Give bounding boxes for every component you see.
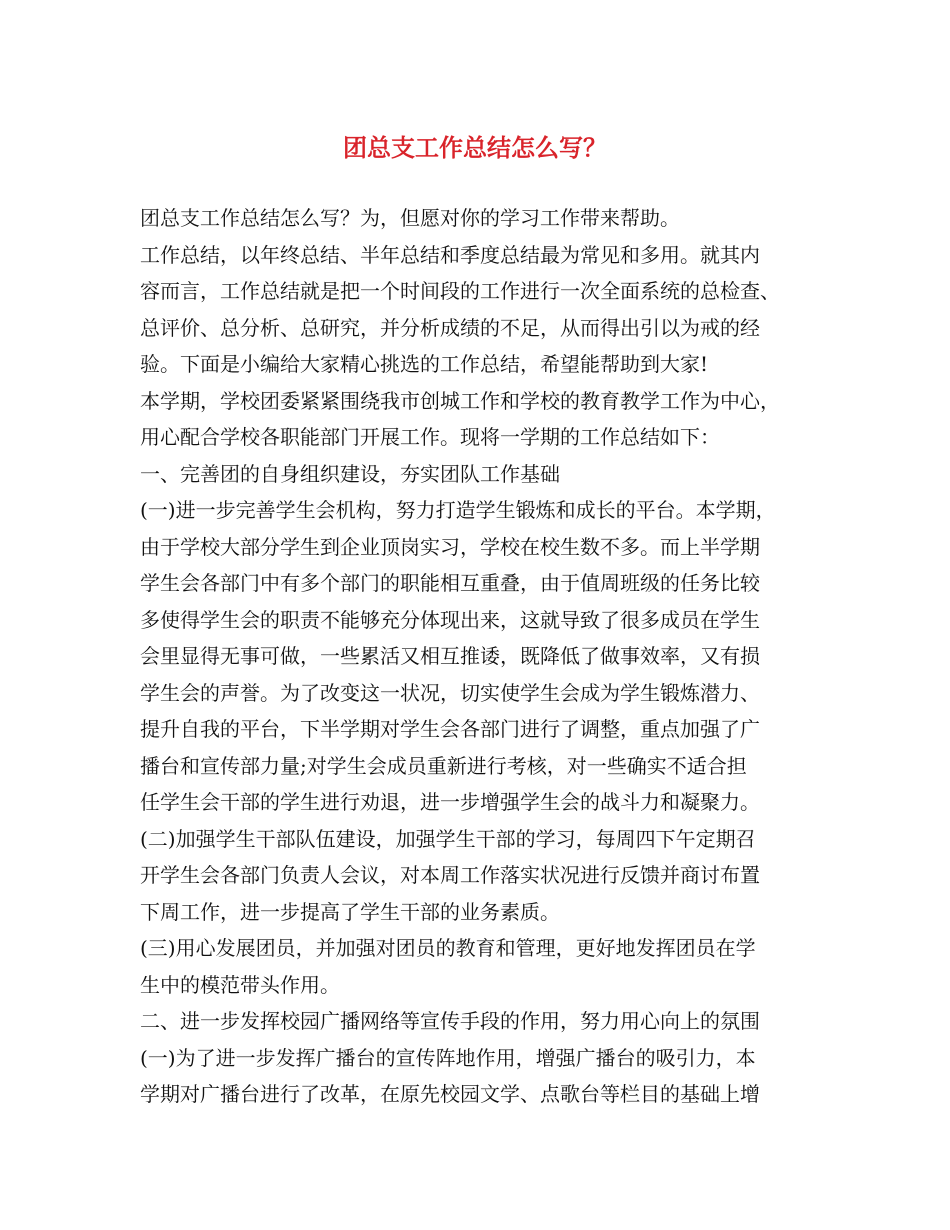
text-line: 本学期，学校团委紧紧围绕我市创城工作和学校的教育教学工作为中心， [140,388,780,413]
text-line: 验。下面是小编给大家精心挑选的工作总结，希望能帮助到大家! [140,352,709,376]
document-body [140,200,830,1113]
document-title: 团总支工作总结怎么写？ [343,133,607,162]
text-line: (二)加强学生干部队伍建设，加强学生干部的学习，每周四下午定期召 [140,826,756,851]
text-line: 任学生会干部的学生进行劝退，进一步增强学生会的战斗力和凝聚力。 [140,790,760,814]
text-line: 团总支工作总结怎么写？为，但愿对你的学习工作带来帮助。 [140,206,680,230]
text-line: 学期对广播台进行了改革，在原先校园文学、点歌台等栏目的基础上增 [140,1082,760,1106]
text-line: (一)进一步完善学生会机构，努力打造学生锻炼和成长的平台。本学期， [140,498,776,522]
text-line: (三)用心发展团员，并加强对团员的教育和管理，更好地发挥团员在学 [140,936,756,960]
text-line: 播台和宣传部力量;对学生会成员重新进行考核，对一些确实不适合担 [140,753,747,778]
text-line: 学生会各部门中有多个部门的职能相互重叠，由于值周班级的任务比较 [140,571,760,595]
text-line: 容而言，工作总结就是把一个时间段的工作进行一次全面系统的总检查、 [140,279,780,303]
text-line: 开学生会各部门负责人会议，对本周工作落实状况进行反馈并商讨布置 [140,863,760,887]
text-line: 下周工作，进一步提高了学生干部的业务素质。 [140,899,560,924]
text-line: 二、进一步发挥校园广播网络等宣传手段的作用，努力用心向上的氛围 [140,1009,760,1033]
text-line: 会里显得无事可做，一些累活又相互推诿，既降低了做事效率，又有损 [140,644,760,668]
text-line: 工作总结，以年终总结、半年总结和季度总结最为常见和多用。就其内 [140,242,760,267]
text-line: 由于学校大部分学生到企业顶岗实习，学校在校生数不多。而上半学期 [140,534,760,559]
text-line: 用心配合学校各职能部门开展工作。现将一学期的工作总结如下： [140,425,720,449]
text-line: 多使得学生会的职责不能够充分体现出来，这就导致了很多成员在学生 [140,607,760,632]
text-line: 学生会的声誉。为了改变这一状况，切实使学生会成为学生锻炼潜力、 [140,680,760,705]
text-line: (一)为了进一步发挥广播台的宣传阵地作用，增强广播台的吸引力，本 [140,1045,756,1070]
text-line: 总评价、总分析、总研究，并分析成绩的不足，从而得出引以为戒的经 [140,315,760,340]
text-line: 一、完善团的自身组织建设，夯实团队工作基础 [140,461,560,486]
text-line: 提升自我的平台，下半学期对学生会各部门进行了调整，重点加强了广 [140,717,760,741]
text-line: 生中的模范带头作用。 [140,972,340,997]
